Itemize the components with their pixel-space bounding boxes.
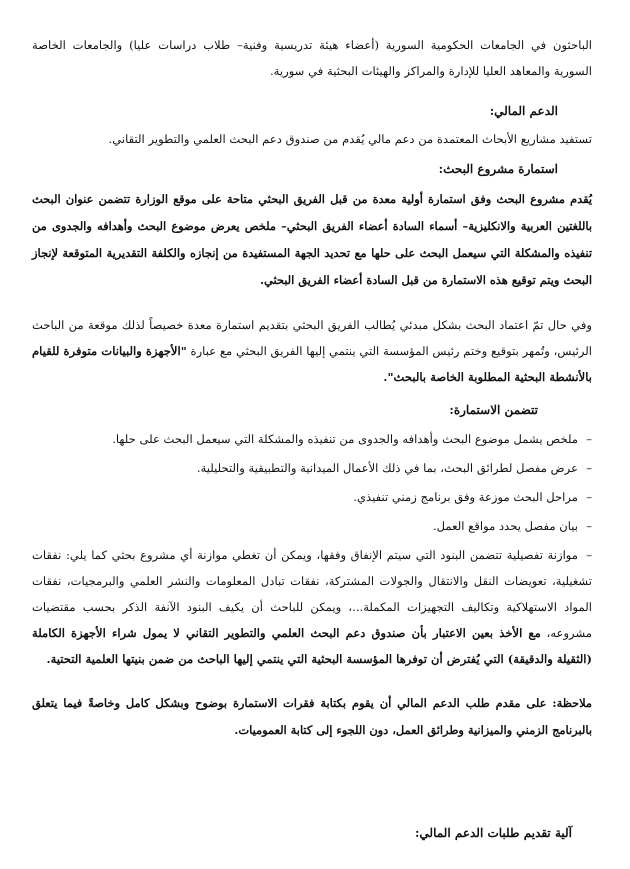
form-item	[32, 484, 592, 510]
form-item	[32, 455, 592, 481]
dash-bullet-icon: –	[586, 519, 592, 533]
research-form-heading: استمارة مشروع البحث:	[438, 162, 558, 176]
budget-text: موازنة تفصيلية تتضمن البنود التي سيتم الإنفاق وفقها، ويمكن أن تغطي موازنة أي مشروع بحثي كما يلي: نفقات تشغيلية، تعويضات النقل والانتقال والجولات المشتركة، نفقات تبادل المعلومات والنشر العلمي والبرمجيات، نفقات المواد الاستهلاكية وتكاليف التجهيزات المكملة...، ويمكن للباحث أن يكيف البنود الآنفة الذكر بحسب مقتضيات مشروعه،	[32, 548, 593, 640]
dash-bullet-icon: –	[586, 432, 592, 446]
form-item-text: عرض مفصل لطرائق البحث، بما في ذلك الأعمال الميدانية والتطبيقية والتحليلية.	[196, 461, 578, 475]
approval-paragraph	[32, 312, 592, 390]
dash-bullet-icon: –	[586, 548, 592, 562]
financial-support-heading: الدعم المالي:	[489, 104, 558, 118]
dash-bullet-icon: –	[586, 461, 592, 475]
note-paragraph: ملاحظة: على مقدم طلب الدعم المالي أن يقوم بكتابة فقرات الاستمارة بوضوح وبشكل كامل وخاصةً فيما يتعلق بالبرنامج الزمني والميزانية وطرائق العمل، دون اللجوء إلى كتابة العموميات.	[32, 696, 592, 737]
budget-bold-text: مع الأخذ بعين الاعتبار بأن صندوق دعم البحث العلمي والتطوير التقاني لا يمول شراء الأجهزة الكاملة (الثقيلة والدقيقة) التي يُفترض أن توفرها المؤسسة البحثية التي ينتمي إليها الباحث من ضمن بنيتها العلمية التحتية.	[32, 626, 592, 666]
financial-support-text: تستفيد مشاريع الأبحاث المعتمدة من دعم مالي يُقدم من صندوق دعم البحث العلمي والتطوير التقاني.	[108, 132, 592, 146]
form-item-text: مراحل البحث موزعة وفق برنامج زمني تنفيذي.	[353, 490, 578, 504]
intro-paragraph: الباحثون في الجامعات الحكومية السورية (أعضاء هيئة تدريسية وفنية– طلاب دراسات عليا) والجامعات الخاصة السورية والمعاهد العليا للإدارة والمراكز والهيئات البحثية في سورية.	[32, 38, 592, 78]
approval-quote: "الأجهزة والبيانات متوفرة للقيام بالأنشطة البحثية المطلوبة الخاصة بالبحث".	[32, 344, 592, 384]
form-item	[32, 513, 592, 539]
research-form-bold-paragraph: يُقدم مشروع البحث وفق استمارة أولية معدة من قبل الفريق البحثي متاحة على موقع الوزارة تتضمن عنوان البحث باللغتين العربية والانكليزية– أسماء السادة أعضاء الفريق البحثي– ملخص يعرض موضوع البحث وأهدافه والجدوى من تنفيذه والمشكلة التي سيعمل البحث على حلها مع تحديد الجهة المستفيدة من إنجازه والكلفة التقديرية المتوقعة لإنجاز البحث ويتم توقيع هذه الاستمارة من قبل السادة أعضاء الفريق البحثي.	[32, 192, 592, 287]
form-item-text: بيان مفصل يحدد مواقع العمل.	[432, 519, 578, 533]
form-contents-heading: تتضمن الاستمارة:	[449, 403, 538, 417]
budget-paragraph	[32, 542, 592, 672]
approval-text: وفي حال تمّ اعتماد البحث بشكل مبدئي يُطالب الفريق البحثي بتقديم استمارة معدة خصيصاً لذلك موقعة من الباحث الرئيس، وتُمهر بتوقيع وختم رئيس المؤسسة التي ينتمي إليها الفريق البحثي مع عبارة	[32, 318, 592, 358]
submission-mechanism-heading: آلية تقديم طلبات الدعم المالي:	[415, 826, 572, 840]
form-item	[32, 426, 592, 452]
dash-bullet-icon: –	[586, 490, 592, 504]
form-item-text: ملخص يشمل موضوع البحث وأهدافه والجدوى من تنفيذه والمشكلة التي سيعمل البحث على حلها.	[112, 432, 578, 446]
